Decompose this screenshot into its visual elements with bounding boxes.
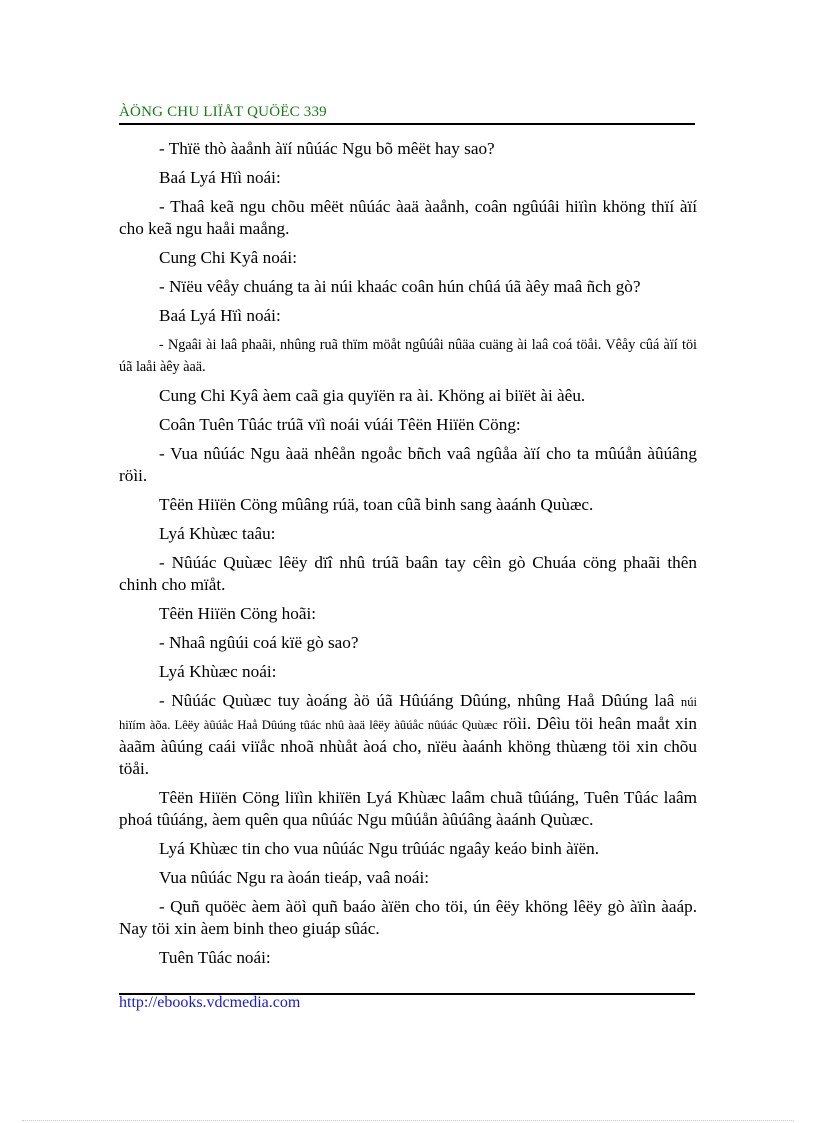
paragraph: - Thaâ keã ngu chõu mêët nûúác àaä àaånh, coân ngûúâi hiïìn khöng thïí àïí cho keã ngu haåi maång. (119, 197, 697, 238)
paragraph: Têën Hiïën Cöng hoãi: (159, 604, 317, 623)
paragraph-tail: röìi. Dêìu töi heân maåt xin àaãm àûúng caái viïåc nhoã nhùåt àoá cho, nïëu àaánh khöng thùæng töi xin chõu töåi. (119, 714, 698, 778)
paragraph: Lyá Khùæc tin cho vua nûúác Ngu trûúác ngaây keáo binh àïën. (159, 839, 600, 858)
paragraph (119, 690, 697, 780)
paragraph: - Quñ quöëc àem àöì quñ baáo àïën cho töi, ún êëy khöng lêëy gò àïìn àaáp. Nay töi xin àem binh theo giuáp sûác. (119, 897, 697, 938)
paragraph-small-run: núi hiïím àõa. Lêëy àûúåc Haå Dûúng tûác nhû àaä lêëy àûúåc nûúác Quùæc (119, 695, 697, 732)
header-rule (119, 123, 695, 125)
paragraph: - Thïë thò àaånh àïí nûúác Ngu bõ mêët hay sao? (159, 139, 495, 158)
body-text (119, 138, 697, 976)
page-bottom-dotted-edge (22, 1120, 794, 1121)
paragraph: Lyá Khùæc taâu: (159, 524, 276, 543)
paragraph: Têën Hiïën Cöng mûâng rúä, toan cûã binh sang àaánh Quùæc. (159, 495, 594, 514)
paragraph: Tuên Tûác noái: (159, 948, 271, 967)
paragraph: Cung Chi Kyâ noái: (159, 248, 297, 267)
paragraph: - Vua nûúác Ngu àaä nhêån ngoåc bñch vaâ ngûåa àïí cho ta mûúån àûúâng röìi. (119, 444, 697, 485)
footer-link[interactable]: http://ebooks.vdcmedia.com (119, 994, 301, 1011)
paragraph: - Nûúác Quùæc lêëy dïî nhû trúã baân tay cêìn gò Chuáa cöng phaãi thên chinh cho mïåt. (119, 553, 697, 594)
paragraph: Têën Hiïën Cöng liïìn khiïën Lyá Khùæc laâm chuã tûúáng, Tuên Tûác laâm phoá tûúáng, àem quên qua nûúác Ngu mûúån àûúâng àaánh Quùæc. (119, 788, 697, 829)
paragraph: Lyá Khùæc noái: (159, 662, 277, 681)
paragraph: Cung Chi Kyâ àem caã gia quyïën ra ài. Khöng ai biïët ài àêu. (159, 386, 586, 405)
paragraph: Baá Lyá Hïì noái: (159, 306, 281, 325)
paragraph: - Ngaâi ài laâ phaãi, nhûng ruã thïm möåt ngûúâi nûäa cuäng ài laâ coá töåi. Vêåy cûá àïí töi úã laåi àêy àaä. (119, 337, 697, 375)
paragraph: Coân Tuên Tûác trúã vïì noái vúái Têën Hiïën Cöng: (159, 415, 521, 434)
paragraph: Baá Lyá Hïì noái: (159, 168, 281, 187)
paragraph: - Nïëu vêåy chuáng ta ài núi khaác coân hún chûá úã àêy maâ ñch gò? (159, 277, 641, 296)
paragraph-lead: - Nûúác Quùæc tuy àoáng àö úã Hûúáng Dûúng, nhûng Haå Dûúng laâ (159, 691, 675, 710)
paragraph: Vua nûúác Ngu ra àoán tieáp, vaâ noái: (159, 868, 430, 887)
paragraph: - Nhaâ ngûúi coá kïë gò sao? (159, 633, 359, 652)
running-header: ÀÖNG CHU LIÏÅT QUÖËC 339 (119, 104, 327, 120)
